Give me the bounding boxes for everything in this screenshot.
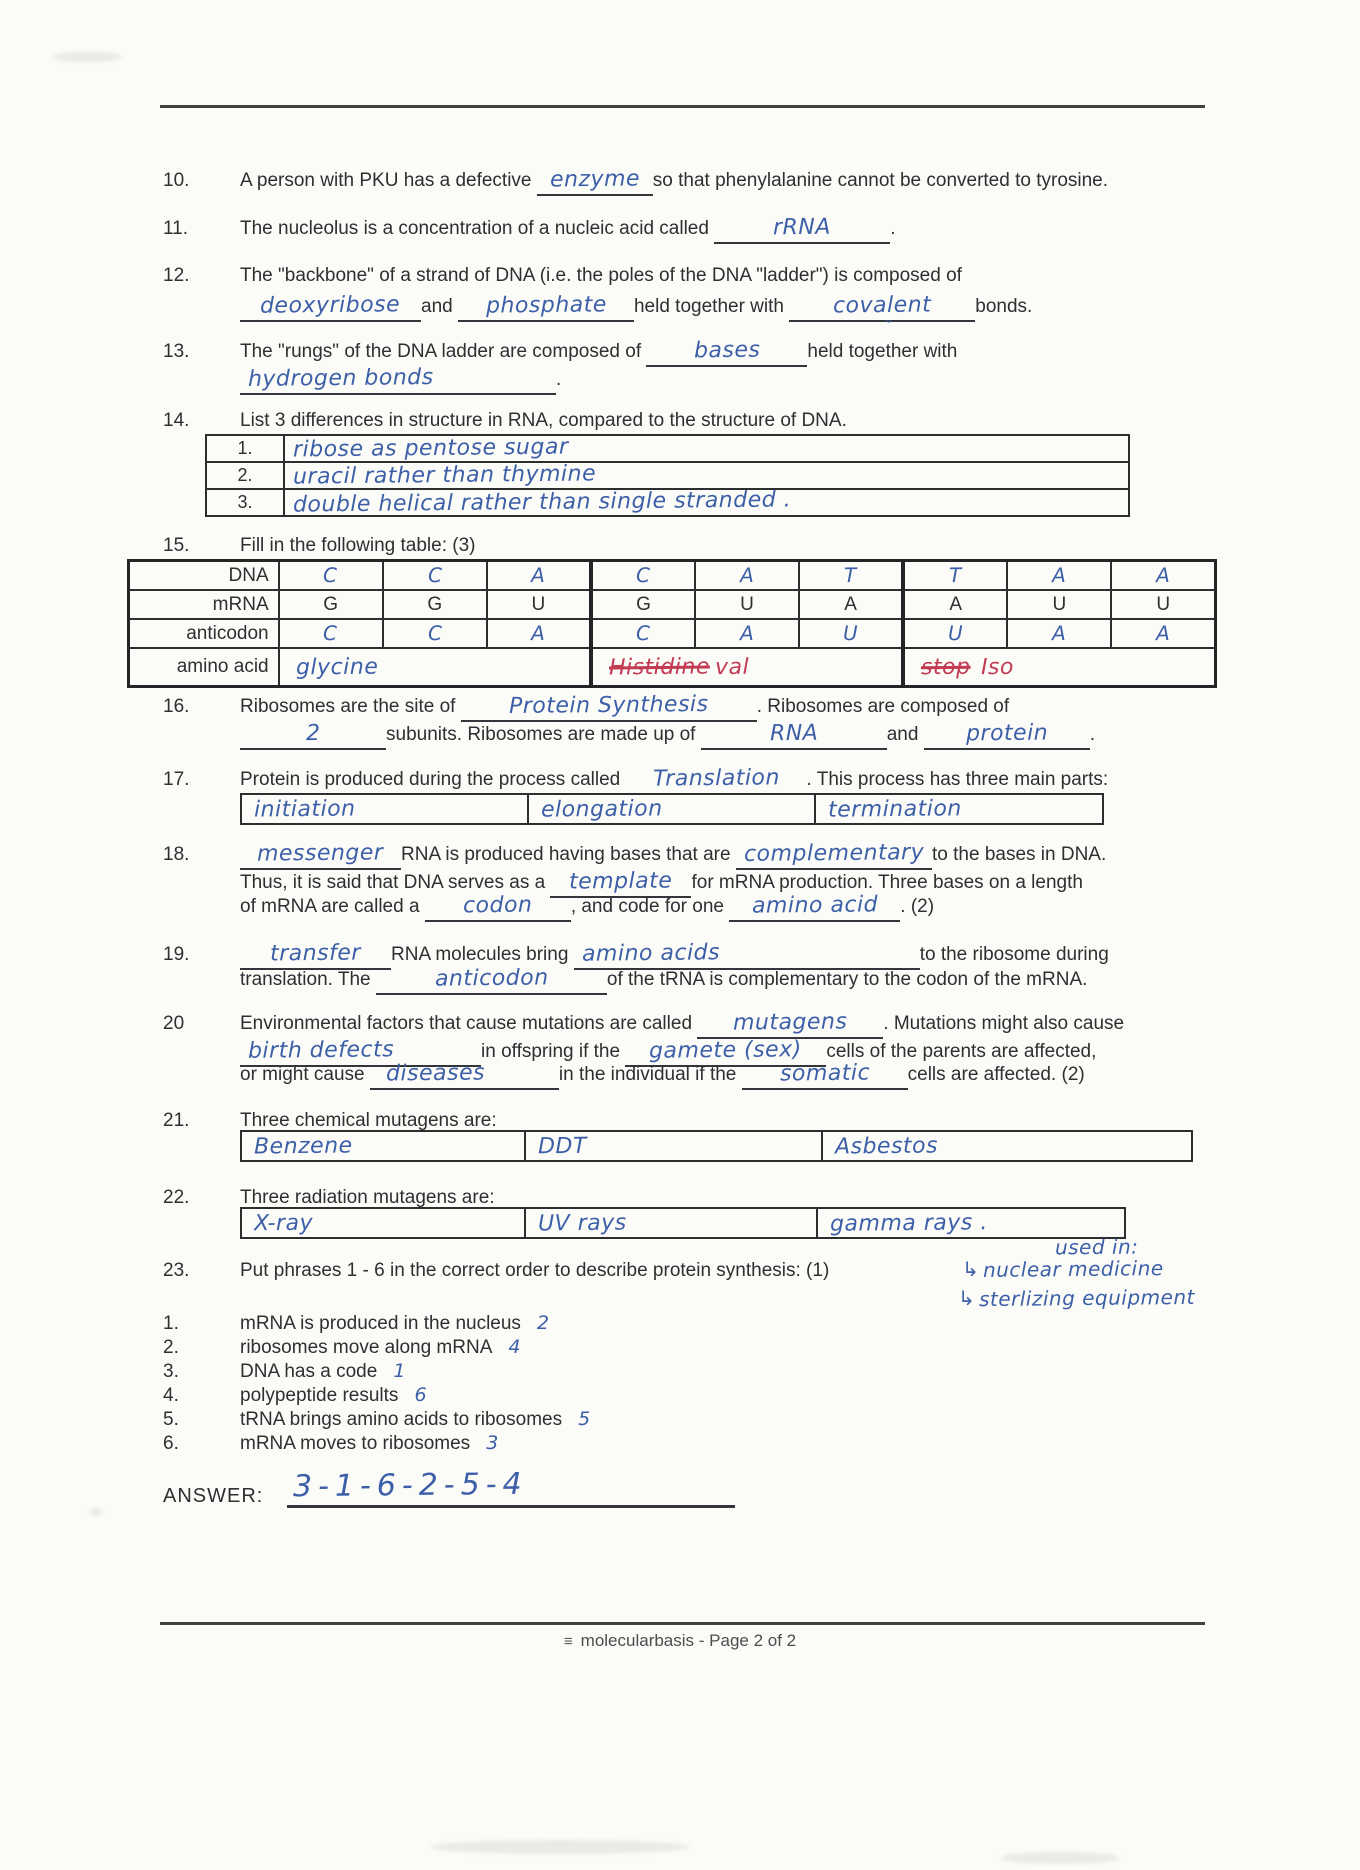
row-answer-cell (284, 462, 1129, 489)
question-text: RNA molecules bring (391, 944, 569, 965)
answer-blank (458, 291, 634, 322)
question-text: and (421, 296, 453, 317)
handwritten-answer: 2 (305, 720, 321, 747)
handwritten-answer: mutagens (732, 1009, 848, 1036)
handwritten-answer: glycine (295, 654, 379, 680)
note-text: used in: (1054, 1234, 1139, 1260)
question-text: in the individual if the (558, 1064, 737, 1085)
answer-blank (729, 891, 900, 922)
dna-cell (591, 561, 695, 591)
codon-table (127, 559, 1217, 688)
item-number: 2. (163, 1337, 179, 1358)
margin-note-line (962, 1255, 1163, 1284)
row-label: DNA (129, 561, 279, 591)
question-text: . This process has three main parts: (806, 769, 1109, 790)
amino-acid-cell (591, 648, 903, 687)
question-text: Three radiation mutagens are: (240, 1187, 495, 1208)
question-text: A person with PKU has a defective (240, 170, 532, 191)
question-text: so that phenylalanine cannot be converted to tyrosine. (652, 170, 1109, 191)
crossed-out-answer: stop (921, 654, 971, 680)
answer-blank (240, 364, 556, 395)
mrna-cell: A (903, 590, 1007, 619)
handwritten-base: A (739, 620, 755, 646)
bottom-rule (160, 1622, 1205, 1625)
question-12-line-1 (163, 261, 962, 291)
question-19-line-2 (240, 964, 1087, 994)
crossed-out-answer: Histidine (608, 653, 710, 681)
question-number: 19. (163, 944, 190, 965)
question-16-line-1 (163, 691, 1009, 721)
question-11 (163, 213, 896, 243)
process-part-cell (240, 793, 529, 825)
item-text: ribosomes move along mRNA (240, 1337, 493, 1358)
caret-mark: ˇ (885, 319, 892, 336)
row-label: anticodon (129, 619, 279, 648)
mrna-cell: U (1007, 590, 1111, 619)
handwritten-answer: amino acids (581, 940, 720, 967)
dna-cell (383, 561, 487, 591)
anticodon-cell (1111, 619, 1215, 648)
question-text: in offspring if the (481, 1041, 621, 1062)
item-text: polypeptide results (240, 1385, 399, 1406)
question-text: . Ribosomes are composed of (756, 696, 1010, 717)
return-arrow-icon: ↳ (958, 1286, 975, 1310)
document-icon: ≡ (563, 1633, 573, 1650)
handwritten-base: A (531, 620, 546, 646)
answer-blank (701, 719, 887, 750)
question-17 (163, 764, 1108, 794)
handwritten-answer: anticodon (434, 965, 549, 992)
item-text: mRNA moves to ribosomes (240, 1433, 471, 1454)
process-parts-row (240, 793, 1104, 825)
return-arrow-icon: ↳ (962, 1257, 979, 1281)
handwritten-answer: Translation (652, 765, 780, 792)
anticodon-cell (903, 619, 1007, 648)
item-number: 6. (163, 1433, 179, 1454)
handwritten-answer: Asbestos (834, 1133, 939, 1160)
handwritten-answer: codon (462, 892, 533, 919)
handwritten-base: C (636, 620, 651, 646)
handwritten-base: A (1155, 562, 1171, 588)
question-number: 17. (163, 769, 190, 790)
question-text: , and code for one (570, 896, 724, 917)
handwritten-base: C (323, 562, 339, 588)
handwritten-answer: diseases (385, 1060, 486, 1087)
answer-label: ANSWER: (163, 1485, 264, 1507)
handwritten-answer: gamete (sex) (649, 1037, 803, 1064)
question-23 (163, 1256, 829, 1286)
note-text: sterlizing equipment (978, 1284, 1195, 1312)
anticodon-cell (279, 619, 383, 648)
handwritten-answer: initiation (253, 796, 356, 823)
question-20-line-1 (163, 1008, 1124, 1038)
dna-row (129, 561, 1216, 591)
process-part-cell (527, 793, 816, 825)
question-number: 11. (163, 218, 189, 239)
question-13-line-2 (240, 364, 561, 394)
handwritten-answer: UV rays (537, 1210, 627, 1237)
amino-acid-cell (903, 648, 1215, 687)
question-number: 15. (163, 535, 190, 556)
handwritten-order: 5 (578, 1408, 591, 1430)
question-text: held together with (807, 341, 958, 362)
handwritten-answer: elongation (540, 796, 663, 823)
mutagen-cell (240, 1130, 526, 1162)
question-number: 22. (163, 1187, 190, 1208)
handwritten-answer: uracil rather than thymine (292, 461, 597, 490)
handwritten-answer: bases (693, 337, 761, 364)
question-text: Ribosomes are the site of (240, 696, 456, 717)
question-text: Three chemical mutagens are: (240, 1110, 497, 1131)
question-text: . (2) (900, 896, 935, 917)
handwritten-base: T (949, 562, 963, 588)
handwritten-base: A (739, 562, 755, 588)
question-text: subunits. Ribosomes are made up of (386, 724, 696, 745)
handwritten-answer: messenger (257, 840, 384, 867)
question-text: for mRNA production. Three bases on a length (691, 872, 1083, 893)
anticodon-cell (799, 619, 903, 648)
handwritten-answer: protein (965, 720, 1048, 747)
mutagen-cell (524, 1130, 823, 1162)
question-text: . Mutations might also cause (883, 1013, 1125, 1034)
question-text: . (556, 369, 562, 390)
handwritten-order: 3 (486, 1432, 499, 1454)
handwritten-answer: enzyme (549, 166, 640, 193)
question-10 (163, 165, 1108, 195)
anticodon-cell (591, 619, 695, 648)
mrna-cell: G (279, 590, 383, 619)
mutagen-cell (240, 1207, 526, 1239)
handwritten-answer: complementary (743, 840, 925, 867)
question-text: cells of the parents are affected, (826, 1041, 1097, 1062)
dna-cell (695, 561, 799, 591)
question-text: The "rungs" of the DNA ladder are composed of (240, 341, 642, 362)
blank-line (501, 1059, 559, 1090)
handwritten-base: U (842, 620, 859, 646)
question-number: 20 (163, 1013, 185, 1034)
handwritten-answer: rRNA (773, 214, 832, 241)
handwritten-base: C (636, 562, 651, 588)
handwritten-answer: gamma rays . (829, 1210, 988, 1237)
question-text: or might cause (240, 1064, 365, 1085)
handwritten-base: A (1155, 620, 1171, 646)
row-label: mRNA (129, 590, 279, 619)
row-answer-cell (284, 489, 1129, 516)
item-number: 5. (163, 1409, 179, 1430)
amino-acid-cell (279, 648, 591, 687)
anticodon-cell (487, 619, 591, 648)
radiation-mutagens-row (240, 1207, 1126, 1239)
mutagen-cell (524, 1207, 818, 1239)
row-number: 1. (206, 435, 284, 462)
margin-note-line (958, 1284, 1195, 1313)
question-number: 13. (163, 341, 190, 362)
top-rule (160, 105, 1205, 108)
item-number: 1. (163, 1313, 179, 1334)
question-text: RNA is produced having bases that are (401, 844, 731, 865)
dna-cell (487, 561, 591, 591)
anticodon-row (129, 619, 1216, 648)
question-number: 10. (163, 170, 190, 191)
question-text: cells are affected. (2) (907, 1064, 1085, 1085)
amino-acid-row (129, 648, 1216, 687)
handwritten-order: 1 (393, 1360, 406, 1382)
answer-blank (370, 1059, 501, 1090)
item-text: mRNA is produced in the nucleus (240, 1313, 521, 1334)
question-number: 21. (163, 1110, 190, 1131)
answer-blank (924, 719, 1090, 750)
scan-smudge (1000, 1852, 1120, 1864)
handwritten-answer: termination (827, 796, 962, 823)
handwritten-base: U (948, 620, 964, 646)
footer-text: molecularbasis - Page 2 of 2 (580, 1631, 797, 1650)
answer-blank (240, 291, 421, 322)
question-number: 23. (163, 1260, 190, 1281)
handwritten-base: C (323, 620, 339, 646)
question-14 (163, 406, 847, 436)
answer-blank (240, 839, 401, 870)
row-label: amino acid (129, 648, 279, 687)
answer-blank (714, 213, 890, 244)
note-text: nuclear medicine (982, 1256, 1164, 1282)
answer-blank (240, 719, 386, 750)
page-footer (0, 1631, 1360, 1651)
final-answer-line (163, 1468, 735, 1508)
scan-smudge (430, 1840, 690, 1854)
handwritten-order: 4 (508, 1336, 521, 1358)
scan-smudge (90, 1508, 102, 1516)
table-row (206, 489, 1129, 516)
item-number: 3. (163, 1361, 179, 1382)
question-12-line-2 (240, 291, 1033, 336)
question-text: of mRNA are called a (240, 896, 420, 917)
question-number: 12. (163, 265, 190, 286)
answer-blank (626, 764, 807, 795)
mutagen-cell (821, 1130, 1193, 1162)
answer-blank (789, 291, 975, 336)
phrase-item (163, 1428, 498, 1458)
question-text: Environmental factors that cause mutations are called (240, 1013, 693, 1034)
table-row (206, 435, 1129, 462)
question-20-line-3 (240, 1059, 1085, 1089)
differences-table (205, 434, 1130, 517)
question-text: Put phrases 1 - 6 in the correct order to describe protein synthesis: (1) (240, 1260, 830, 1281)
corrected-answer: val (714, 654, 750, 680)
handwritten-answer: hydrogen bonds (247, 365, 434, 392)
question-text: to the ribosome during (919, 944, 1109, 965)
handwritten-answer: transfer (269, 940, 362, 967)
question-text: held together with (633, 296, 784, 317)
question-text: of the tRNA is complementary to the codon of the mRNA. (606, 969, 1088, 990)
item-number: 4. (163, 1385, 179, 1406)
row-number: 2. (206, 462, 284, 489)
mrna-cell: G (591, 590, 695, 619)
dna-cell (279, 561, 383, 591)
handwritten-answer: birth defects (247, 1037, 395, 1064)
handwritten-answer: DDT (537, 1133, 587, 1160)
handwritten-answer: somatic (779, 1060, 870, 1087)
question-16-line-2 (240, 719, 1095, 749)
handwritten-answer: Protein Synthesis (508, 691, 709, 720)
question-number: 18. (163, 844, 190, 865)
question-text: to the bases in DNA. (932, 844, 1107, 865)
handwritten-answer: RNA (769, 720, 819, 747)
question-text: and (886, 724, 919, 745)
handwritten-base: T (844, 562, 858, 588)
scan-smudge (52, 52, 122, 62)
question-text: List 3 differences in structure in RNA, compared to the structure of DNA. (240, 410, 847, 431)
question-number: 14. (163, 410, 190, 431)
handwritten-answer: Benzene (253, 1133, 353, 1160)
row-answer-cell (284, 435, 1129, 462)
anticodon-cell (383, 619, 487, 648)
handwritten-answer: ribose as pentose sugar (292, 434, 569, 463)
answer-blank (736, 839, 932, 870)
mrna-row (129, 590, 1216, 619)
answer-blank (646, 336, 807, 367)
question-18-line-1 (163, 839, 1106, 869)
dna-cell (1007, 561, 1111, 591)
answer-blank (742, 1059, 908, 1090)
handwritten-base: A (1052, 620, 1067, 646)
question-text: The nucleolus is a concentration of a nucleic acid called (240, 218, 709, 239)
question-text: Fill in the following table: (3) (240, 535, 476, 556)
answer-blank (287, 1468, 735, 1508)
handwritten-base: A (1052, 562, 1067, 588)
process-part-cell (814, 793, 1104, 825)
question-13-line-1 (163, 336, 957, 366)
answer-blank (537, 165, 653, 196)
handwritten-answer: deoxyribose (260, 292, 401, 319)
question-text: translation. The (240, 969, 371, 990)
mrna-cell: U (695, 590, 799, 619)
row-number: 3. (206, 489, 284, 516)
mrna-cell: U (487, 590, 591, 619)
question-18-line-3 (240, 891, 934, 921)
chemical-mutagens-row (240, 1130, 1193, 1162)
handwritten-answer: amino acid (751, 892, 878, 919)
dna-cell (799, 561, 903, 591)
question-number: 16. (163, 696, 190, 717)
handwritten-answer: X-ray (253, 1210, 314, 1237)
anticodon-cell (1007, 619, 1111, 648)
item-text: tRNA brings amino acids to ribosomes (240, 1409, 563, 1430)
question-text: Thus, it is said that DNA serves as a (240, 872, 546, 893)
answer-blank (461, 691, 757, 722)
dna-cell (1111, 561, 1215, 591)
handwritten-answer: double helical rather than single stranded . (292, 487, 792, 518)
answer-blank (425, 891, 571, 922)
mrna-cell: U (1111, 590, 1215, 619)
question-15 (163, 531, 476, 561)
item-text: DNA has a code (240, 1361, 378, 1382)
question-text: Protein is produced during the process called (240, 769, 621, 790)
handwritten-answer: covalent (832, 292, 932, 319)
corrected-answer: Iso (981, 654, 1015, 680)
mrna-cell: G (383, 590, 487, 619)
table-row (206, 462, 1129, 489)
handwritten-order: 2 (536, 1312, 550, 1334)
question-text: . (890, 218, 896, 239)
dna-cell (903, 561, 1007, 591)
mrna-cell: A (799, 590, 903, 619)
handwritten-base: A (531, 562, 546, 588)
question-text: The "backbone" of a strand of DNA (i.e. the poles of the DNA "ladder") is composed of (240, 265, 962, 286)
handwritten-base: C (427, 562, 443, 588)
handwritten-answer: phosphate (485, 292, 607, 319)
question-text: bonds. (975, 296, 1033, 317)
answer-blank (376, 964, 607, 995)
handwritten-answer: template (569, 868, 673, 895)
handwritten-final-answer: 3-1-6-2-5-4 (293, 1466, 529, 1505)
question-text: . (1089, 724, 1095, 745)
handwritten-order: 6 (414, 1384, 427, 1406)
handwritten-base: C (427, 620, 443, 646)
anticodon-cell (695, 619, 799, 648)
